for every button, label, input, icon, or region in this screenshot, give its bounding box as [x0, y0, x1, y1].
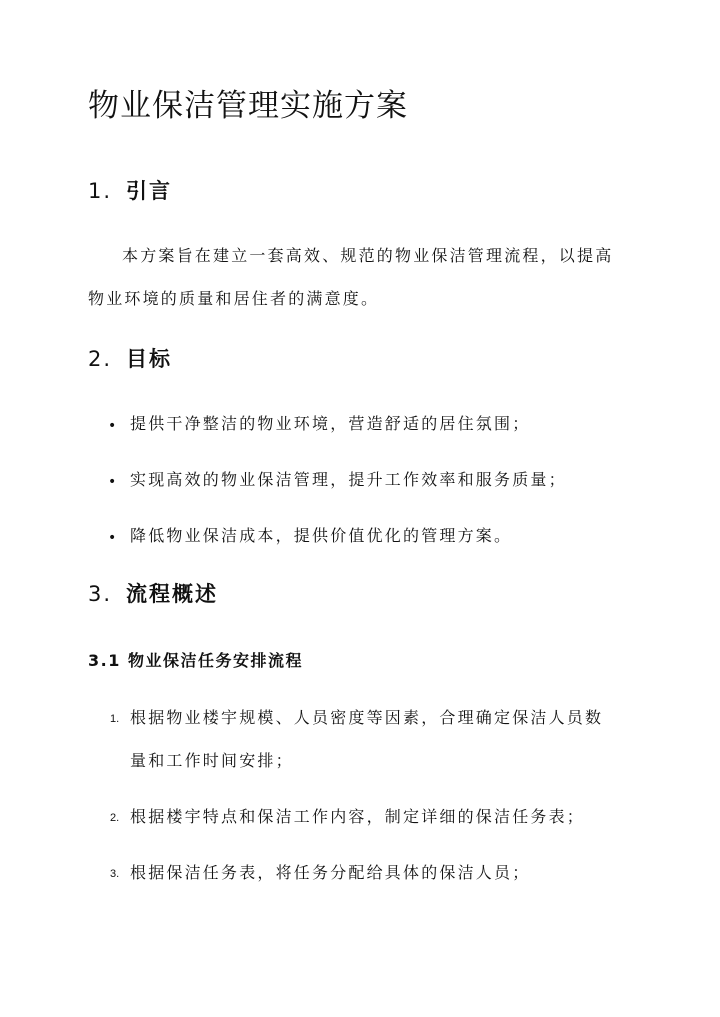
step-line: 根据物业楼宇规模、人员密度等因素，合理确定保洁人员数: [130, 708, 604, 727]
step-number: 3.: [110, 868, 120, 880]
list-item: 实现高效的物业保洁管理，提升工作效率和服务质量；: [130, 470, 567, 489]
list-item: 降低物业保洁成本，提供价值优化的管理方案。: [130, 526, 513, 545]
step-line: 根据楼宇特点和保洁工作内容，制定详细的保洁任务表；: [130, 807, 586, 826]
section-heading-process: [88, 579, 218, 609]
bullet-icon: •: [108, 418, 117, 434]
section-number: 1.: [88, 179, 113, 203]
section-number: 3.: [88, 582, 113, 606]
subsection-title: 物业保洁任务安排流程: [128, 651, 304, 670]
paragraph-line: 物业环境的质量和居住者的满意度。: [88, 289, 380, 308]
step-number: 1.: [110, 713, 120, 725]
section-heading-goals: [88, 344, 172, 374]
step-line: 根据保洁任务表，将任务分配给具体的保洁人员；: [130, 863, 531, 882]
step-number: 2.: [110, 812, 120, 824]
step-line: 量和工作时间安排；: [130, 751, 294, 770]
page-title: 物业保洁管理实施方案: [88, 88, 408, 124]
section-number: 2.: [88, 347, 113, 371]
section-heading-intro: [88, 176, 172, 206]
section-title: 流程概述: [126, 582, 218, 606]
section-title: 目标: [126, 347, 172, 371]
list-item: 提供干净整洁的物业环境，营造舒适的居住氛围；: [130, 414, 531, 433]
bullet-icon: •: [108, 474, 117, 490]
subsection-number: 3.1: [88, 651, 121, 670]
subsection-heading: [88, 649, 303, 673]
bullet-icon: •: [108, 530, 117, 546]
paragraph-line: 本方案旨在建立一套高效、规范的物业保洁管理流程，以提高: [122, 246, 614, 265]
section-title: 引言: [126, 179, 172, 203]
